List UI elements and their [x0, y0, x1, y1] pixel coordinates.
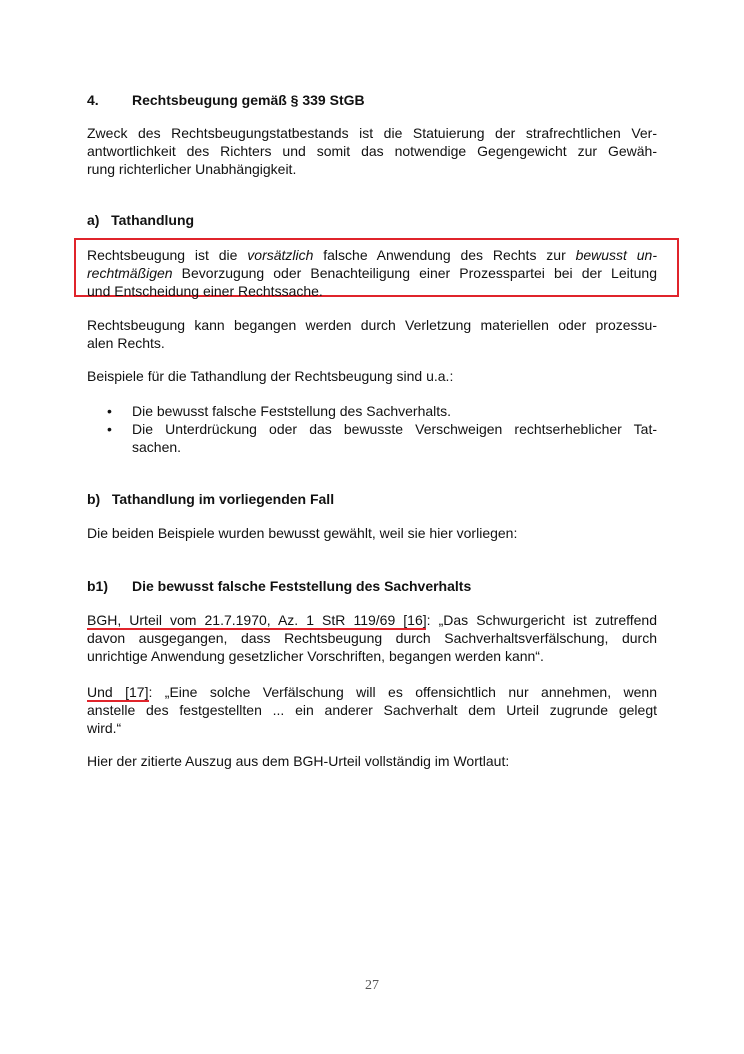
text-line: anstelle des festgestellten ... ein anderer Sachverhalt dem Urteil zugrunde gelegt: [87, 702, 657, 718]
text-line: Rechtsbeugung kann begangen werden durch Verletzung materiellen oder prozessu-: [87, 317, 657, 333]
text-line: davon ausgegangen, dass Rechtsbeugung durch Sachverhaltsverfälschung, durch: [87, 630, 657, 646]
text-line: und Entscheidung einer Rechtssache.: [87, 283, 323, 299]
quote-paragraph-1: [87, 611, 657, 665]
text-run: falsche Anwendung des Rechts zur: [313, 247, 576, 263]
section-b1-heading: [87, 577, 471, 595]
emphasis-text: rechtmäßigen: [87, 265, 173, 281]
section-title: Rechtsbeugung gemäß § 339 StGB: [132, 92, 365, 108]
definition-paragraph: [87, 246, 657, 300]
text-line: sachen.: [132, 439, 182, 455]
text-line: [87, 611, 657, 629]
paragraph-2: [87, 316, 657, 352]
text-line: antwortlichkeit des Richters und somit das notwendige Gegengewicht zur Gewäh-: [87, 143, 657, 159]
citation-reference: Und [17]: [87, 684, 149, 700]
text-run: : „Das Schwurgericht ist zutreffend: [426, 612, 657, 628]
citation-underline: [87, 628, 426, 630]
text-run: Bevorzugung oder Benachteiligung einer Prozesspartei bei der Leitung: [172, 265, 657, 281]
text-line: Zweck des Rechtsbeugungstatbestands ist die Statuierung der strafrechtlichen Ver-: [87, 125, 657, 141]
text-line: Die Unterdrückung oder das bewusste Verschweigen rechtserheblicher Tat-: [132, 421, 657, 437]
text-line: [87, 264, 657, 282]
emphasis-text: bewusst un-: [575, 247, 658, 263]
bullet-item-2: [132, 420, 657, 456]
citation-reference: BGH, Urteil vom 21.7.1970, Az. 1 StR 119/69 [16]: [87, 612, 427, 628]
section-title: Die bewusst falsche Feststellung des Sachverhalts: [132, 578, 472, 594]
text-line: [87, 246, 657, 264]
section-b-heading: b) Tathandlung im vorliegenden Fall: [87, 491, 335, 507]
text-line: rung richterlicher Unabhängigkeit.: [87, 161, 297, 177]
bullet-item-1: Die bewusst falsche Feststellung des Sachverhalts.: [132, 403, 452, 419]
text-line: alen Rechts.: [87, 335, 165, 351]
text-run: : „Eine solche Verfälschung will es offensichtlich nur annehmen, wenn: [148, 684, 657, 700]
section-number: b1): [87, 578, 108, 594]
page-number: 27: [365, 978, 379, 993]
section-a-heading: a) Tathandlung: [87, 212, 195, 228]
paragraph-4: Die beiden Beispiele wurden bewusst gewählt, weil sie hier vorliegen:: [87, 525, 518, 541]
emphasis-text: vorsätzlich: [247, 247, 314, 263]
section-number: 4.: [87, 92, 99, 108]
paragraph-3: Beispiele für die Tathandlung der Rechtsbeugung sind u.a.:: [87, 368, 454, 384]
text-line: wird.“: [87, 720, 122, 736]
text-line: [87, 683, 657, 701]
text-line: unrichtige Anwendung gesetzlicher Vorschriften, begangen werden kann“.: [87, 648, 544, 664]
section-4-heading: [87, 91, 365, 109]
intro-paragraph: [87, 124, 657, 178]
bullet-marker: •: [107, 421, 112, 437]
citation-underline: [87, 700, 149, 702]
paragraph-5: Hier der zitierte Auszug aus dem BGH-Urteil vollständig im Wortlaut:: [87, 753, 510, 769]
text-run: Rechtsbeugung ist die: [87, 247, 248, 263]
bullet-marker: •: [107, 403, 112, 419]
quote-paragraph-2: [87, 683, 657, 737]
